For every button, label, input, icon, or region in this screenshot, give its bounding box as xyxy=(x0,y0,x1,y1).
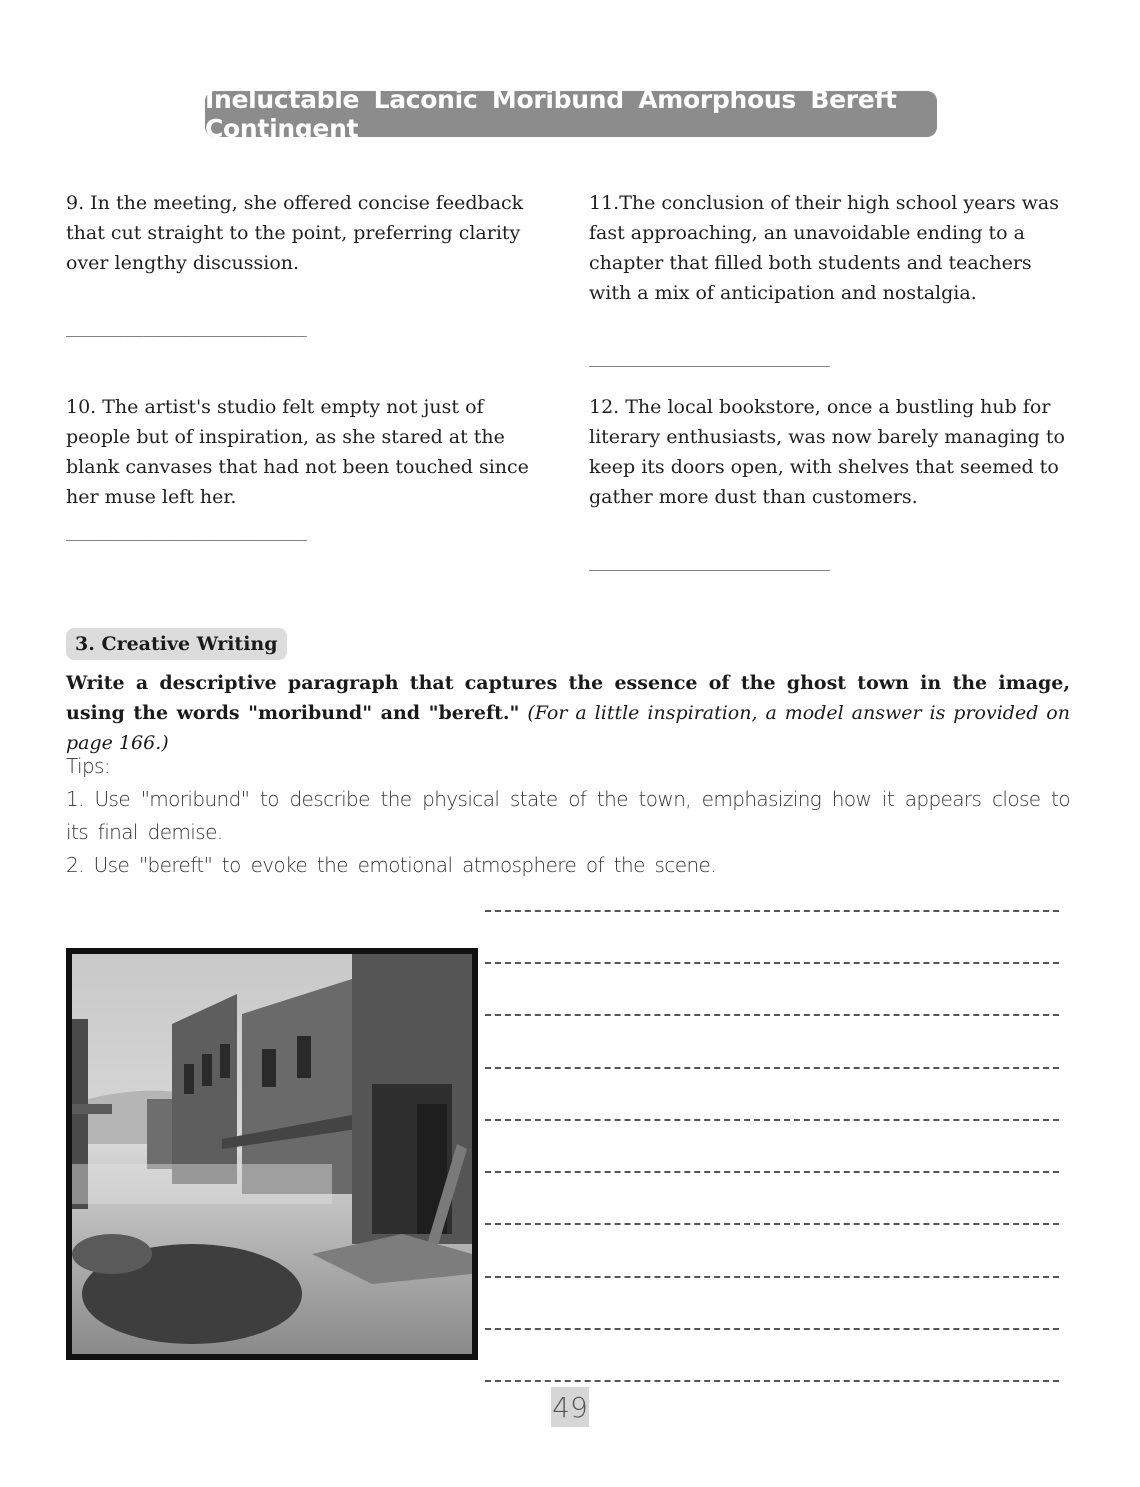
vocabulary-banner: Ineluctable Laconic Moribund Amorphous Bereft Contingent xyxy=(205,91,937,137)
question-11-answer-line: _________________________ xyxy=(589,348,830,367)
writing-prompt-instruction: Write a descriptive paragraph that captures the essence of the ghost town in the image, using the words "moribund" and "bereft." xyxy=(66,672,1070,724)
writing-line-1[interactable] xyxy=(485,910,1059,912)
tips-block xyxy=(66,750,1070,882)
writing-line-8[interactable] xyxy=(485,1276,1059,1278)
writing-line-6[interactable] xyxy=(485,1171,1059,1173)
writing-line-9[interactable] xyxy=(485,1328,1059,1330)
writing-prompt-note: (For a little inspiration, a model answer is provided on page 166.) xyxy=(66,702,1070,754)
ghost-town-illustration xyxy=(72,954,472,1354)
tips-title: Tips: xyxy=(66,754,111,778)
tip-item-2: 2. Use "bereft" to evoke the emotional atmosphere of the scene. xyxy=(66,853,716,877)
writing-line-7[interactable] xyxy=(485,1223,1059,1225)
question-12-text: 12. The local bookstore, once a bustling hub for literary enthusiasts, was now barely managing to keep its doors open, with shelves that seemed to gather more dust than customers. xyxy=(589,396,1065,508)
question-11-text: 11.The conclusion of their high school years was fast approaching, an unavoidable ending to a chapter that filled both students and teachers with a mix of anticipation and nostalgia. xyxy=(589,192,1059,304)
writing-line-5[interactable] xyxy=(485,1119,1059,1121)
writing-line-10[interactable] xyxy=(485,1380,1059,1382)
writing-line-2[interactable] xyxy=(485,962,1059,964)
writing-line-3[interactable] xyxy=(485,1014,1059,1016)
writing-prompt xyxy=(66,668,1070,758)
tip-item-1: 1. Use "moribund" to describe the physical state of the town, emphasizing how it appears close to its final demise. xyxy=(66,787,1070,844)
section-label-creative-writing: 3. Creative Writing xyxy=(66,628,287,660)
writing-line-4[interactable] xyxy=(485,1067,1059,1069)
question-9-answer-line: _________________________ xyxy=(66,318,307,337)
page-number: 49 xyxy=(551,1387,589,1427)
ghost-town-image xyxy=(66,948,478,1360)
question-9-text: 9. In the meeting, she offered concise feedback that cut straight to the point, preferring clarity over lengthy discussion. xyxy=(66,192,524,274)
question-12-answer-line: _________________________ xyxy=(589,552,830,571)
question-10-text: 10. The artist's studio felt empty not just of people but of inspiration, as she stared at the blank canvases that had not been touched since her muse left her. xyxy=(66,396,529,508)
question-10-answer-line: _________________________ xyxy=(66,522,307,541)
